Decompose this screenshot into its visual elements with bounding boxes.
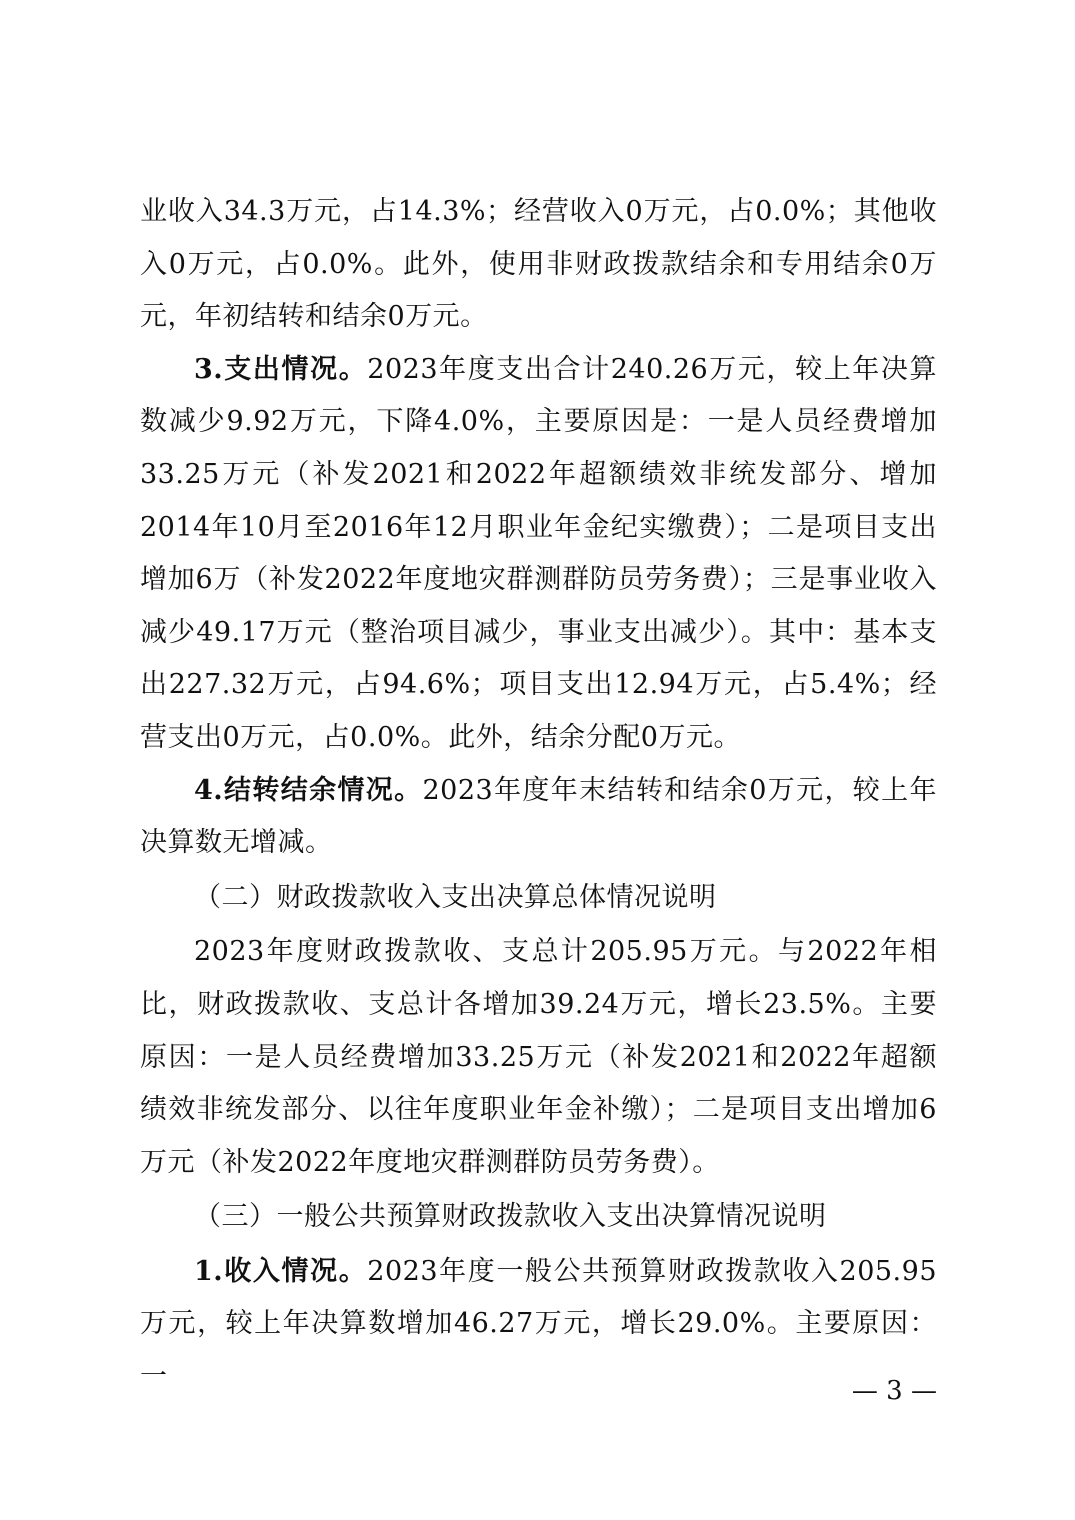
document-body bbox=[140, 186, 937, 1404]
paragraph-fiscal-overview bbox=[140, 926, 937, 1189]
paragraph-income-continued bbox=[140, 186, 937, 344]
subsection-heading-text: （三）一般公共预算财政拨款收入支出决算情况说明 bbox=[194, 1201, 827, 1233]
paragraph-text: 2023年度支出合计240.26万元，较上年决算数减少9.92万元，下降4.0%，主要原因是：一是人员经费增加33.25万元（补发2021和2022年超额绩效非统发部分、增加2014年10月至2016年12月职业年金纪实缴费）；二是项目支出增加6万（补发2022年度地灾群测群防员劳务费）；三是事业收入减少49.17万元（整治项目减少，事业支出减少）。其中：基本支出227.32万元，占94.6%；项目支出12.94万元，占5.4%；经营支出0万元，占0.0%。此外，结余分配0万元。 bbox=[140, 353, 938, 753]
subsection-heading-fiscal-overview bbox=[140, 872, 937, 925]
paragraph-carryover bbox=[140, 765, 937, 870]
paragraph-text: 2023年度一般公共预算财政拨款收入205.95万元，较上年决算数增加46.27万元，增长29.0%。主要原因：一 bbox=[140, 1255, 938, 1393]
paragraph-text: 业收入34.3万元，占14.3%；经营收入0万元，占0.0%；其他收入0万元，占0.0%。此外，使用非财政拨款结余和专用结余0万元，年初结转和结余0万元。 bbox=[140, 196, 937, 333]
subsection-heading-general-budget bbox=[140, 1191, 937, 1244]
paragraph-expenditure bbox=[140, 344, 937, 765]
subsection-heading-text: （二）财政拨款收入支出决算总体情况说明 bbox=[194, 881, 717, 913]
section-heading-expenditure: 3.支出情况。 bbox=[194, 353, 368, 385]
section-heading-carryover: 4.结转结余情况。 bbox=[194, 774, 423, 806]
paragraph-general-budget-income bbox=[140, 1246, 937, 1404]
paragraph-text: 2023年度年末结转和结余0万元，较上年决算数无增减。 bbox=[140, 774, 938, 859]
page-number: — 3 — bbox=[851, 1376, 937, 1406]
paragraph-text: 2023年度财政拨款收、支总计205.95万元。与2022年相比，财政拨款收、支总计各增加39.24万元，增长23.5%。主要原因：一是人员经费增加33.25万元（补发2021和2022年超额绩效非统发部分、以往年度职业年金补缴）；二是项目支出增加6万元（补发2022年度地灾群测群防员劳务费）。 bbox=[140, 936, 937, 1178]
section-heading-income: 1.收入情况。 bbox=[194, 1255, 368, 1287]
